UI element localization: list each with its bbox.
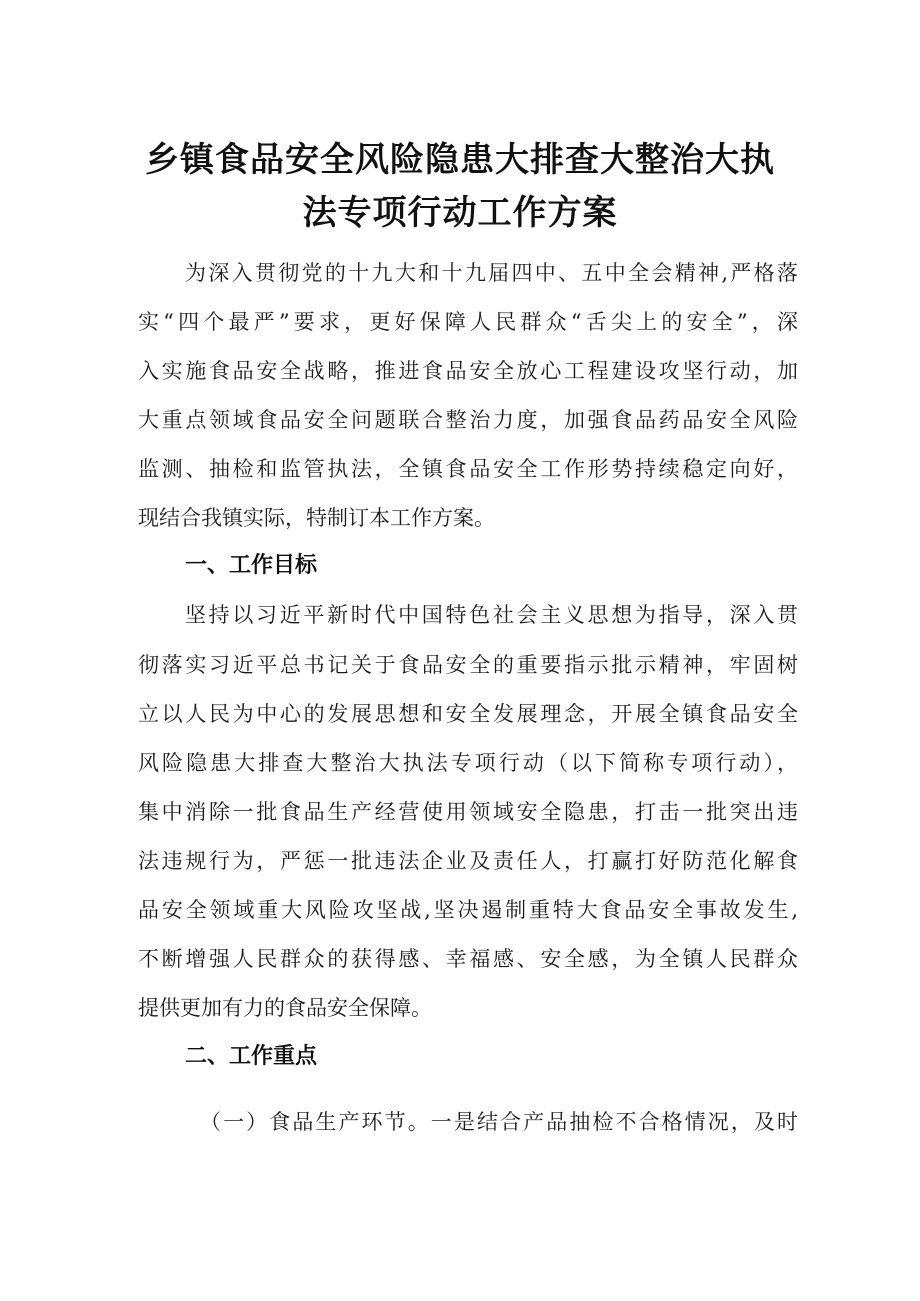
document-title-line-1: 乡镇食品安全风险隐患大排查大整治大执 xyxy=(145,140,775,180)
section1-line: 法违规行为，严惩一批违法企业及责任人，打赢打好防范化解食 xyxy=(138,849,798,873)
section1-line: 风险隐患大排查大整治大执法专项行动（以下简称专项行动）， xyxy=(138,751,798,775)
section1-line: 品安全领域重大风险攻坚战,坚决遏制重特大食品安全事故发生, xyxy=(138,898,798,922)
section1-line: 不断增强人民群众的获得感、幸福感、安全感，为全镇人民群众 xyxy=(138,947,798,971)
section1-line: 提供更加有力的食品安全保障。 xyxy=(138,996,432,1020)
document-title-line-2: 法专项行动工作方案 xyxy=(302,193,618,233)
section-heading-priorities: 二、工作重点 xyxy=(185,1044,318,1069)
intro-line: 入实施食品安全战略，推进食品安全放心工程建设攻坚行动，加 xyxy=(138,359,798,383)
intro-line: 大重点领域食品安全问题联合整治力度，加强食品药品安全风险 xyxy=(138,408,798,432)
section1-line: 坚持以习近平新时代中国特色社会主义思想为指导，深入贯 xyxy=(185,603,798,627)
intro-line: 为深入贯彻党的十九大和十九届四中、五中全会精神,严格落 xyxy=(185,261,798,285)
section1-line: 集中消除一批食品生产经营使用领域安全隐患，打击一批突出违 xyxy=(138,800,798,824)
section-heading-goals: 一、工作目标 xyxy=(185,553,318,578)
section1-line: 立以人民为中心的发展思想和安全发展理念，开展全镇食品安全 xyxy=(138,702,798,726)
section1-line: 彻落实习近平总书记关于食品安全的重要指示批示精神，牢固树 xyxy=(138,653,798,677)
section2-line: （一）食品生产环节。一是结合产品抽检不合格情况，及时 xyxy=(200,1110,798,1134)
intro-line: 实“四个最严”要求，更好保障人民群众“舌尖上的安全”，深 xyxy=(138,310,798,334)
intro-line: 监测、抽检和监管执法，全镇食品安全工作形势持续稳定向好， xyxy=(138,457,798,481)
intro-line: 现结合我镇实际，特制订本工作方案。 xyxy=(138,506,495,530)
